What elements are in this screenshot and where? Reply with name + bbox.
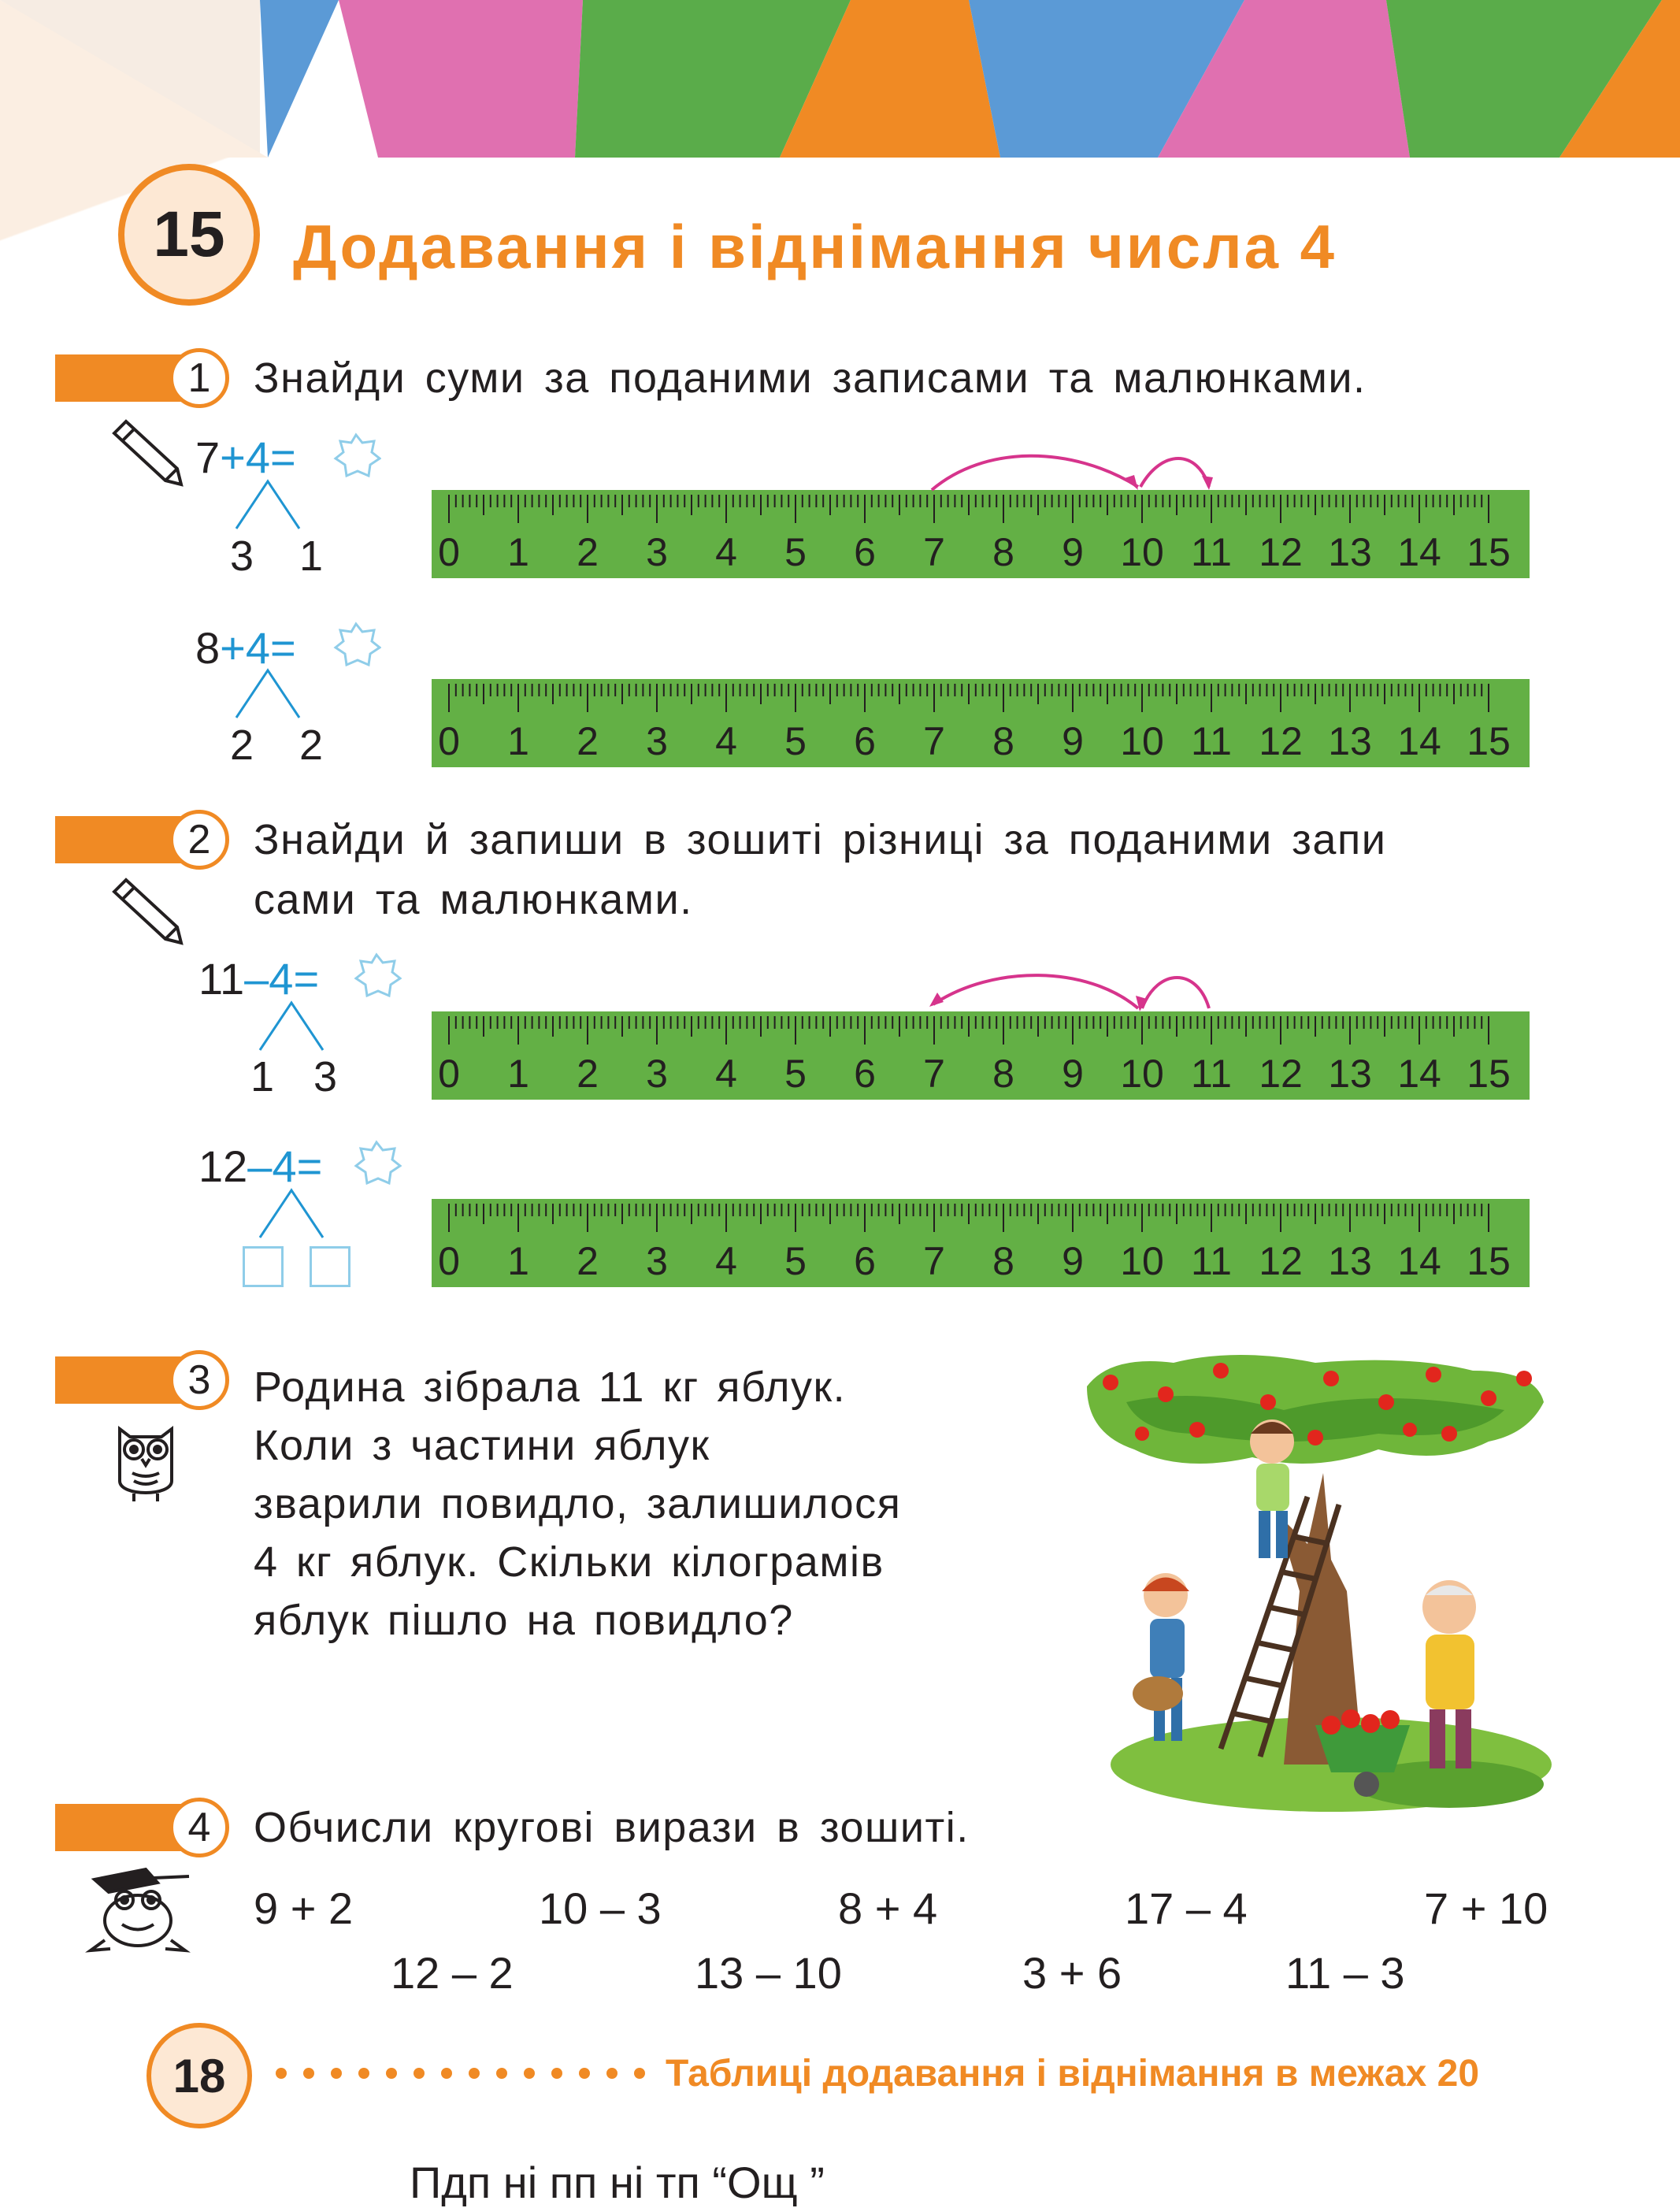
ruler-label: 13	[1328, 1239, 1372, 1283]
task-2-number: 2	[169, 810, 229, 870]
ruler-label: 5	[784, 1052, 807, 1096]
ruler-label: 2	[577, 1239, 599, 1283]
ruler-label: 4	[715, 530, 737, 574]
task-1-text: Знайди суми за поданими записами та малюнками.	[254, 354, 1367, 402]
ruler-label: 13	[1328, 719, 1372, 763]
ruler-label: 14	[1397, 719, 1441, 763]
ruler-label: 6	[854, 1052, 876, 1096]
expression: 12 – 2	[391, 1948, 514, 1998]
frog-icon	[79, 1865, 197, 1960]
ruler-label: 4	[715, 1052, 737, 1096]
ruler-label: 12	[1259, 1052, 1303, 1096]
ruler-label: 13	[1328, 530, 1372, 574]
ruler-label: 8	[992, 1052, 1014, 1096]
expression: 7 + 10	[1424, 1883, 1548, 1933]
ruler-label: 8	[992, 1239, 1014, 1283]
ruler-label: 9	[1062, 530, 1084, 574]
ruler-label: 10	[1120, 530, 1164, 574]
ruler-label: 2	[577, 1052, 599, 1096]
part-right: 3	[313, 1053, 338, 1100]
ruler-label: 5	[784, 719, 807, 763]
ruler-label: 10	[1120, 1239, 1164, 1283]
task-3-number: 3	[169, 1350, 229, 1410]
expression: 11 – 3	[1285, 1948, 1405, 1998]
ruler-label: 2	[577, 719, 599, 763]
ruler-label: 8	[992, 530, 1014, 574]
task-2-text-line2: сами та малюнками.	[254, 876, 693, 923]
ruler-label: 12	[1259, 719, 1303, 763]
ruler-label: 5	[784, 530, 807, 574]
ruler-label: 15	[1467, 1239, 1511, 1283]
task-3-line: зварили повидло, залишилося	[254, 1480, 902, 1527]
ruler-label: 3	[646, 1239, 668, 1283]
ruler-label: 11	[1191, 1052, 1232, 1096]
ruler-label: 0	[438, 1239, 460, 1283]
page-number: 18	[146, 2023, 252, 2128]
ruler-label: 10	[1120, 719, 1164, 763]
task-3-line: 4 кг яблук. Скільки кілограмів	[254, 1538, 885, 1586]
task-3-line: Родина зібрала 11 кг яблук.	[254, 1364, 847, 1411]
footer-section-title: Таблиці додавання і віднімання в межах 20	[666, 2053, 1480, 2095]
ruler-label: 11	[1191, 530, 1232, 574]
bottom-cut-text: Пдп ні пп ні тп “Ощ ”	[410, 2158, 825, 2207]
ruler-label: 11	[1191, 1239, 1232, 1283]
task-1-number: 1	[169, 348, 229, 408]
ruler-label: 4	[715, 719, 737, 763]
ruler-label: 12	[1259, 530, 1303, 574]
ruler-label: 10	[1120, 1052, 1164, 1096]
ruler-label: 14	[1397, 1239, 1441, 1283]
ruler-label: 0	[438, 530, 460, 574]
task-3-text	[254, 1358, 978, 1650]
task-3-line: яблук пішло на повидло?	[254, 1597, 794, 1644]
expression: 13 – 10	[695, 1948, 842, 1998]
ruler-ticks	[432, 1199, 1530, 1238]
ruler-label: 3	[646, 530, 668, 574]
ruler-label: 6	[854, 719, 876, 763]
number-ruler-4	[432, 1199, 1530, 1287]
ruler-label: 7	[923, 1239, 945, 1283]
ruler-label: 15	[1467, 719, 1511, 763]
ruler-label: 1	[507, 1052, 529, 1096]
ruler-label: 7	[923, 1052, 945, 1096]
expression-2a: 11–4=	[198, 954, 320, 1004]
page-title: Додавання і віднімання числа 4	[293, 212, 1337, 281]
number-ruler-3	[432, 1011, 1530, 1100]
ruler-label: 1	[507, 530, 529, 574]
part-left: 1	[250, 1053, 275, 1100]
ruler-label: 0	[438, 1052, 460, 1096]
hop-arrows-2	[0, 0, 1680, 1024]
expression-1b: 8+4=	[195, 623, 296, 673]
task-4-text: Обчисли кругові вирази в зошиті.	[254, 1804, 970, 1851]
ruler-label: 2	[577, 530, 599, 574]
lesson-number: 15	[118, 164, 260, 306]
ruler-label: 9	[1062, 1052, 1084, 1096]
expression: 9 + 2	[254, 1883, 354, 1933]
expression-2b: 12–4=	[198, 1141, 323, 1191]
ruler-label: 3	[646, 719, 668, 763]
ruler-label: 14	[1397, 1052, 1441, 1096]
task-4-number: 4	[169, 1798, 229, 1857]
task-2-text-line1: Знайди й запиши в зошиті різниці за поданими запи	[254, 816, 1387, 863]
ruler-label: 8	[992, 719, 1014, 763]
task-3-line: Коли з частини яблук	[254, 1422, 710, 1469]
ruler-label: 5	[784, 1239, 807, 1283]
decomposition-lines	[252, 1186, 339, 1241]
answer-star-icon[interactable]	[351, 1139, 402, 1186]
ruler-label: 12	[1259, 1239, 1303, 1283]
ruler-label: 1	[507, 1239, 529, 1283]
part-left: 2	[230, 722, 254, 769]
ruler-label: 15	[1467, 530, 1511, 574]
ruler-label: 3	[646, 1052, 668, 1096]
ruler-label: 6	[854, 530, 876, 574]
ruler-label: 11	[1191, 719, 1232, 763]
ruler-label: 4	[715, 1239, 737, 1283]
ruler-label: 7	[923, 530, 945, 574]
ruler-label: 1	[507, 719, 529, 763]
apple-tree-illustration	[1079, 1355, 1552, 1828]
ruler-label: 14	[1397, 530, 1441, 574]
answer-box-right[interactable]	[310, 1246, 350, 1287]
ruler-label: 9	[1062, 719, 1084, 763]
footer-dots	[272, 2058, 650, 2089]
part-left: 3	[230, 533, 254, 580]
expression: 3 + 6	[1022, 1948, 1122, 1998]
expression: 17 – 4	[1125, 1883, 1248, 1933]
ruler-label: 7	[923, 719, 945, 763]
ruler-label: 9	[1062, 1239, 1084, 1283]
owl-icon	[110, 1418, 181, 1505]
ruler-label: 15	[1467, 1052, 1511, 1096]
part-right: 2	[299, 722, 324, 769]
ruler-label: 0	[438, 719, 460, 763]
ruler-label: 6	[854, 1239, 876, 1283]
expression: 8 + 4	[838, 1883, 938, 1933]
answer-box-left[interactable]	[243, 1246, 284, 1287]
part-right: 1	[299, 533, 324, 580]
expression-1a: 7+4=	[195, 432, 296, 482]
ruler-label: 13	[1328, 1052, 1372, 1096]
expression: 10 – 3	[539, 1883, 662, 1933]
